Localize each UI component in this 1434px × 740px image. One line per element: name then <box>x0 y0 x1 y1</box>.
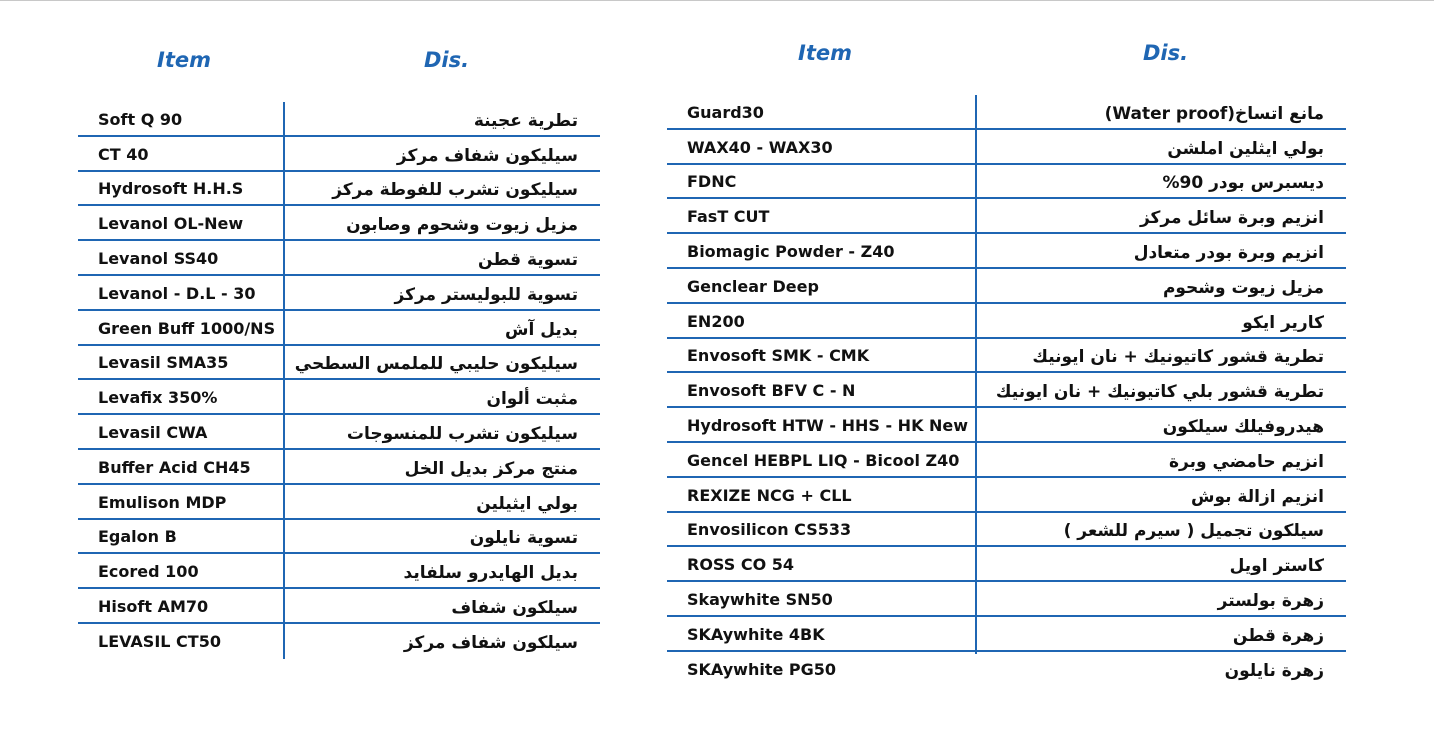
table-row <box>667 617 1346 652</box>
item-code: Envosoft BFV C - N <box>687 381 856 401</box>
item-description: زهرة نايلون <box>1224 660 1324 681</box>
right-dis-header: Dis. <box>1143 41 1189 65</box>
item-code: Emulison MDP <box>98 492 227 512</box>
table-row <box>667 652 1346 687</box>
item-code: Guard30 <box>687 102 764 122</box>
item-code: Skaywhite SN50 <box>687 589 833 609</box>
item-code: Hisoft AM70 <box>98 596 209 616</box>
table-row <box>78 102 600 137</box>
left-product-table <box>78 102 600 659</box>
table-row <box>78 346 600 381</box>
item-description: تطرية قشور كاتيونيك + نان ايونيك <box>1032 347 1324 368</box>
table-row <box>667 165 1346 200</box>
item-code: Envosilicon CS533 <box>687 520 852 540</box>
item-description: انزيم ازالة بوش <box>1191 486 1324 507</box>
item-code: LEVASIL CT50 <box>98 631 221 651</box>
table-row <box>78 172 600 207</box>
item-code: Levanol SS40 <box>98 248 219 268</box>
item-description: مانع اتساخ(Water proof) <box>1104 103 1324 124</box>
item-description: تطرية عجينة <box>473 110 578 131</box>
left-item-header: Item <box>157 48 211 72</box>
table-row <box>667 339 1346 374</box>
item-description: بولي ايثلين املشن <box>1167 138 1324 159</box>
item-code: Biomagic Powder - Z40 <box>687 241 895 261</box>
item-description: كارير ايكو <box>1242 312 1324 333</box>
item-code: WAX40 - WAX30 <box>687 137 833 157</box>
item-description: انزيم وبرة سائل مركز <box>1139 208 1324 229</box>
table-row <box>78 276 600 311</box>
item-code: Egalon B <box>98 527 177 547</box>
top-divider <box>0 0 1434 1</box>
item-description: انزيم حامضي وبرة <box>1168 451 1324 472</box>
table-row <box>667 547 1346 582</box>
item-description: سيلكون تجميل ( سيرم للشعر ) <box>1063 521 1324 542</box>
item-code: Buffer Acid CH45 <box>98 457 251 477</box>
item-code: Soft Q 90 <box>98 109 183 129</box>
table-row <box>667 513 1346 548</box>
item-code: Levanol OL-New <box>98 214 244 234</box>
table-row <box>667 234 1346 269</box>
item-description: سيليكون تشرب للمنسوجات <box>346 423 578 444</box>
item-description: بديل الهايدرو سلفايد <box>403 563 578 584</box>
item-description: تسوية قطن <box>478 249 578 270</box>
item-description: سيلكون شفاف مركز <box>403 632 578 653</box>
item-code: SKAywhite PG50 <box>687 659 837 679</box>
item-description: سيلكون شفاف <box>451 597 578 618</box>
table-row <box>667 199 1346 234</box>
item-description: مزيل زيوت وشحوم وصابون <box>346 215 578 236</box>
right-item-header: Item <box>798 41 852 65</box>
item-code: Levafix 350% <box>98 388 218 408</box>
table-row <box>667 304 1346 339</box>
table-row <box>667 443 1346 478</box>
table-row <box>667 408 1346 443</box>
table-row <box>667 95 1346 130</box>
table-row <box>667 478 1346 513</box>
item-description: سيليكون حليبي للملمس السطحي <box>294 354 578 375</box>
right-product-table <box>667 95 1346 682</box>
table-row <box>78 137 600 172</box>
item-code: FDNC <box>687 172 737 192</box>
item-code: Levasil SMA35 <box>98 353 229 373</box>
table-row <box>78 415 600 450</box>
table-row <box>78 485 600 520</box>
item-description: هيدروفيلك سيلكون <box>1162 416 1324 437</box>
item-description: زهرة قطن <box>1232 625 1324 646</box>
table-row <box>78 520 600 555</box>
item-description: مثبت ألوان <box>486 389 578 410</box>
table-row <box>667 582 1346 617</box>
table-row <box>78 311 600 346</box>
left-dis-header: Dis. <box>424 48 470 72</box>
item-code: REXIZE NCG + CLL <box>687 485 852 505</box>
item-description: سيليكون تشرب للفوطة مركز <box>332 180 578 201</box>
item-code: FasT CUT <box>687 207 770 227</box>
item-code: Hydrosoft HTW - HHS - HK New <box>687 415 969 435</box>
item-code: Gencel HEBPL LIQ - Bicool Z40 <box>687 450 960 470</box>
item-description: كاستر اويل <box>1229 556 1324 577</box>
item-code: Green Buff 1000/NS <box>98 318 276 338</box>
item-description: زهرة بولستر <box>1217 590 1324 611</box>
item-description: سيليكون شفاف مركز <box>396 145 578 166</box>
table-row <box>78 241 600 276</box>
table-row <box>78 589 600 624</box>
table-row <box>78 206 600 241</box>
item-description: بديل آش <box>505 319 578 340</box>
item-description: منتج مركز بديل الخل <box>404 458 578 479</box>
item-code: Ecored 100 <box>98 562 199 582</box>
table-row <box>667 130 1346 165</box>
item-code: Envosoft SMK - CMK <box>687 346 870 366</box>
item-code: EN200 <box>687 311 745 331</box>
item-description: انزيم وبرة بودر متعادل <box>1133 242 1324 263</box>
item-description: مزيل زيوت وشحوم <box>1162 277 1324 298</box>
item-description: تسوية للبوليستر مركز <box>394 284 578 305</box>
table-row <box>78 554 600 589</box>
item-code: ROSS CO 54 <box>687 555 794 575</box>
table-row <box>667 373 1346 408</box>
item-code: Levasil CWA <box>98 422 208 442</box>
item-code: SKAywhite 4BK <box>687 624 825 644</box>
item-description: ديسبرس بودر 90% <box>1162 173 1324 194</box>
item-description: تسوية نايلون <box>469 528 578 549</box>
item-description: تطرية قشور بلي كاتيونيك + نان ايونيك <box>995 382 1324 403</box>
table-row <box>78 624 600 659</box>
item-code: CT 40 <box>98 144 149 164</box>
item-description: بولي ايثيلين <box>476 493 578 514</box>
item-code: Hydrosoft H.H.S <box>98 179 244 199</box>
item-code: Levanol - D.L - 30 <box>98 283 256 303</box>
table-row <box>667 269 1346 304</box>
table-row <box>78 380 600 415</box>
item-code: Genclear Deep <box>687 276 819 296</box>
table-row <box>78 450 600 485</box>
